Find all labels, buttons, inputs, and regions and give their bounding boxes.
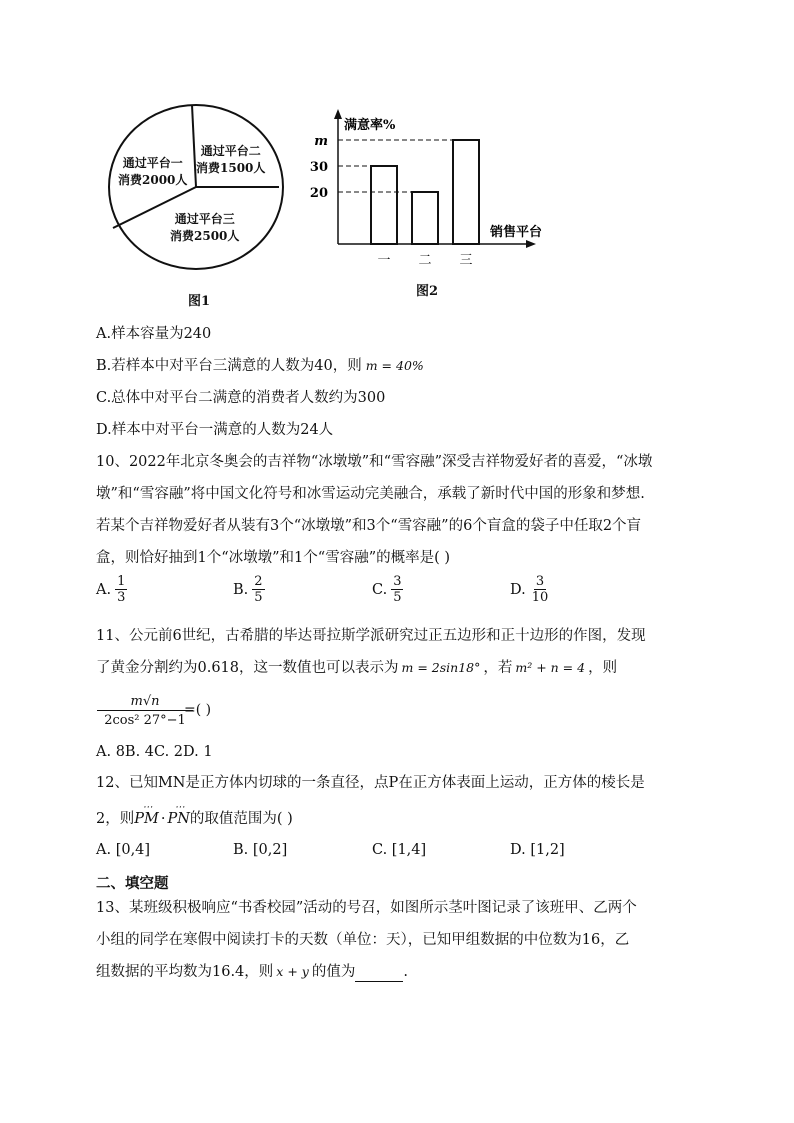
q10-choice-c-fraction: $\frac{3}{5}$ bbox=[393, 574, 402, 605]
q11-line-1: 11、公元前6世纪，古希腊的毕达哥拉斯学派研究过正五边形和正十边形的作图，发现 bbox=[96, 628, 646, 644]
q13-line-2: 小组的同学在寒假中阅读打卡的天数（单位：天），已知甲组数据的中位数为16，乙 bbox=[96, 932, 630, 948]
q11-fraction bbox=[96, 694, 194, 728]
y-axis-title: 满意率% bbox=[344, 118, 396, 133]
q10-choice-d-fraction: $\frac{3}{10}$ bbox=[531, 574, 549, 605]
q12-line-2: 2，则⋯ PM ·⋯ PN的取值范围为( ) bbox=[96, 804, 293, 829]
q9-option-b-math: m = 40% bbox=[365, 358, 424, 373]
y-axis-arrow bbox=[334, 109, 342, 119]
q11-choices: A. 8B. 4C. 2D. 1 bbox=[96, 744, 213, 760]
q11-math-condition: m² + n = 4 bbox=[515, 660, 586, 675]
bar-chart-figure bbox=[300, 105, 560, 280]
q9-option-c: C.总体中对平台二满意的消费者人数约为300 bbox=[96, 390, 386, 406]
q10-choice-b-fraction: $\frac{2}{5}$ bbox=[254, 574, 263, 605]
q10-line-4: 盒，则恰好抽到1个“冰墩墩”和1个“雪容融”的概率是( ) bbox=[96, 550, 451, 566]
q12-choice-c: C. [1,4] bbox=[372, 842, 427, 858]
q10-choice-b: B. $\frac{2}{5}$ bbox=[233, 574, 263, 605]
q12-vector-pn: ⋯ PN bbox=[167, 804, 189, 829]
q13-math-xy: x + y bbox=[276, 964, 309, 979]
q12-choice-d: D. [1,2] bbox=[510, 842, 565, 858]
q10-line-2: 墩”和“雪容融”将中国文化符号和冰雪运动完美融合，承载了新时代中国的形象和梦想. bbox=[96, 486, 645, 502]
bar-3 bbox=[453, 140, 479, 244]
answer-blank[interactable] bbox=[355, 965, 403, 982]
pie-slice-label-1: 通过平台一 消费2000人 bbox=[118, 156, 188, 187]
x-axis-title: 销售平台 bbox=[490, 225, 543, 240]
q9-option-b-text: B.若样本中对平台三满意的人数为40，则 bbox=[96, 358, 362, 374]
q9-option-d: D.样本中对平台一满意的人数为24人 bbox=[96, 422, 334, 438]
bar-2 bbox=[412, 192, 438, 244]
x-tick-label-3: 三 bbox=[459, 253, 473, 268]
q11-line-2: 了黄金分割约为0.618，这一数值也可以表示为 m = 2sin18° ，若 m² + n = 4 ，则 bbox=[96, 660, 618, 676]
q11-math-m: m = 2sin18° bbox=[401, 660, 481, 675]
q11-fraction-tail: =( ) bbox=[184, 702, 212, 718]
x-tick-label-2: 二 bbox=[418, 253, 432, 268]
section-heading-fill-blank: 二、填空题 bbox=[96, 875, 169, 892]
q10-line-3: 若某个吉祥物爱好者从装有3个“冰墩墩”和3个“雪容融”的6个盲盒的袋子中任取2个盲 bbox=[96, 518, 642, 534]
bar-1 bbox=[371, 166, 397, 244]
pie-slice-label-3: 通过平台三 消费2500人 bbox=[170, 212, 240, 243]
q12-vector-pm: ⋯ PM bbox=[134, 804, 159, 829]
q10-line-1: 10、2022年北京冬奥会的吉祥物“冰墩墩”和“雪容融”深受吉祥物爱好者的喜爱，“冰墩 bbox=[96, 454, 653, 470]
q9-option-a: A.样本容量为240 bbox=[96, 326, 212, 342]
q13-line-3: 组数据的平均数为16.4，则 x + y 的值为 . bbox=[96, 964, 408, 980]
q10-choice-a: A. $\frac{1}{3}$ bbox=[96, 574, 126, 605]
q9-option-b bbox=[96, 356, 424, 376]
q11-fraction-denominator: 2cos² 27°−1 bbox=[104, 713, 186, 728]
q10-choice-c: C. $\frac{3}{5}$ bbox=[372, 574, 402, 605]
y-tick-label-1: 20 bbox=[309, 186, 328, 201]
q13-line-1: 13、某班级积极响应“书香校园”活动的号召，如图所示茎叶图记录了该班甲、乙两个 bbox=[96, 900, 637, 916]
y-tick-label-3: m bbox=[314, 134, 328, 149]
q11-fraction-numerator: m√n bbox=[97, 694, 193, 711]
x-tick-label-1: 一 bbox=[377, 253, 391, 268]
q12-choice-a: A. [0,4] bbox=[96, 842, 151, 858]
figure2-caption: 图2 bbox=[416, 284, 439, 299]
x-axis-arrow bbox=[526, 240, 536, 248]
q10-choice-d: D. $\frac{3}{10}$ bbox=[510, 574, 549, 605]
y-tick-label-2: 30 bbox=[309, 160, 328, 175]
q10-choice-a-fraction: $\frac{1}{3}$ bbox=[117, 574, 126, 605]
q12-choice-b: B. [0,2] bbox=[233, 842, 288, 858]
figure1-caption: 图1 bbox=[188, 294, 211, 309]
q12-line-1: 12、已知MN是正方体内切球的一条直径，点P在正方体表面上运动，正方体的棱长是 bbox=[96, 775, 645, 791]
pie-slice-label-2: 通过平台二 消费1500人 bbox=[196, 144, 266, 175]
